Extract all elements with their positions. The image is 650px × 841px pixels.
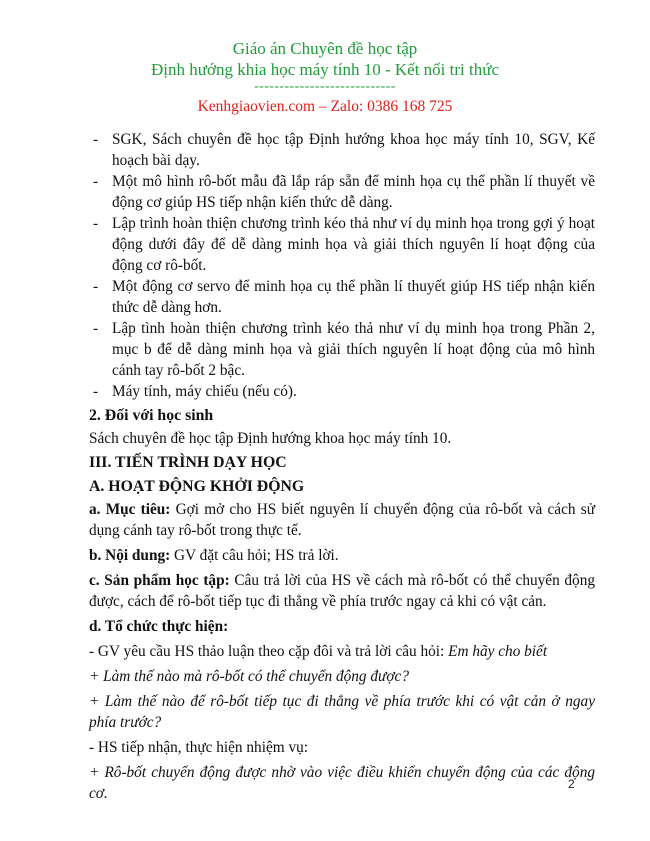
- goal-text: Gợi mở cho HS biết nguyên lí chuyển động của rô-bốt và cách sử dụng cánh tay rô-bốt trong thực tế.: [89, 501, 595, 539]
- product-text: Câu trả lời của HS về cách mà rô-bốt có thể chuyển động được, cách để rô-bốt tiếp tục đi thẳng về phía trước ngay cả khi có vật cản.: [89, 572, 595, 610]
- product-label: c. Sản phẩm học tập:: [89, 572, 230, 589]
- bullet-dash: -: [93, 320, 99, 337]
- process-heading: III. TIẾN TRÌNH DẠY HỌC: [89, 454, 287, 471]
- header-title-line2: Định hướng khia học máy tính 10 - Kết nối tri thức: [150, 60, 499, 79]
- list-item-text: Một mô hình rô-bốt mẫu đã lắp ráp sẵn để minh họa cụ thể phần lí thuyết về động cơ giúp HS tiếp nhận kiến thức dễ dàng.: [112, 173, 595, 211]
- organization-label: d. Tổ chức thực hiện:: [89, 618, 229, 635]
- organization-line1-prefix: - GV yêu cầu HS thảo luận theo cặp đôi và trả lời câu hỏi:: [89, 643, 449, 660]
- page-header: [0, 38, 650, 117]
- list-item-text: Lập trình hoàn thiện chương trình kéo thả như ví dụ minh họa trong gợi ý hoạt động dưới đây để dễ dàng minh họa và giải thích nguyên lí hoạt động của động cơ rô-bốt.: [112, 215, 595, 274]
- organization-line1: [89, 641, 595, 662]
- bullet-dash: -: [93, 131, 99, 148]
- students-heading: 2. Đối với học sinh: [89, 407, 214, 424]
- content-label: b. Nội dung:: [89, 547, 171, 564]
- question-2: + Làm thế nào để rô-bốt tiếp tục đi thẳng về phía trước khi có vật cản ở ngay phía trước?: [89, 693, 595, 731]
- goal-paragraph: [89, 499, 595, 541]
- students-text: Sách chuyên đề học tập Định hướng khoa học máy tính 10.: [89, 430, 452, 447]
- header-divider: ----------------------------: [254, 79, 396, 94]
- content-text: GV đặt câu hỏi; HS trả lời.: [170, 547, 339, 564]
- list-item: [89, 129, 595, 171]
- list-item-text: SGK, Sách chuyên đề học tập Định hướng khoa học máy tính 10, SGV, Kế hoạch bài dạy.: [112, 131, 595, 169]
- content-paragraph: [89, 545, 595, 566]
- header-title-line1: Giáo án Chuyên đề học tập: [232, 39, 418, 58]
- bullet-dash: -: [93, 215, 99, 232]
- list-item: [89, 213, 595, 276]
- activity-heading: A. HOẠT ĐỘNG KHỞI ĐỘNG: [89, 478, 305, 495]
- receive-task: - HS tiếp nhận, thực hiện nhiệm vụ:: [89, 739, 309, 756]
- organization-line1-italic: Em hãy cho biết: [448, 643, 548, 660]
- document-body: [89, 129, 595, 804]
- product-paragraph: [89, 570, 595, 612]
- page-number: 2: [568, 777, 575, 791]
- answer-1: + Rô-bốt chuyển động được nhờ vào việc điều khiển chuyển động của các động cơ.: [89, 764, 595, 802]
- list-item: [89, 381, 595, 402]
- bullet-dash: -: [93, 278, 99, 295]
- list-item-text: Một động cơ servo để minh họa cụ thể phần lí thuyết giúp HS tiếp nhận kiến thức dễ dàng hơn.: [112, 278, 595, 316]
- header-contact: Kenhgiaovien.com – Zalo: 0386 168 725: [197, 98, 453, 115]
- bullet-dash: -: [93, 173, 99, 190]
- bullet-dash: -: [93, 383, 99, 400]
- materials-list: [89, 129, 595, 402]
- list-item: [89, 171, 595, 213]
- list-item-text: Máy tính, máy chiếu (nếu có).: [112, 383, 297, 400]
- list-item: [89, 318, 595, 381]
- list-item: [89, 276, 595, 318]
- question-1: + Làm thế nào mà rô-bốt có thể chuyển động được?: [89, 668, 409, 685]
- list-item-text: Lập tình hoàn thiện chương trình kéo thả như ví dụ minh họa trong Phần 2, mục b để dễ dàng minh họa và giải thích nguyên lí hoạt động của mô hình cánh tay rô-bốt 2 bậc.: [112, 320, 595, 379]
- goal-label: a. Mục tiêu:: [89, 501, 171, 518]
